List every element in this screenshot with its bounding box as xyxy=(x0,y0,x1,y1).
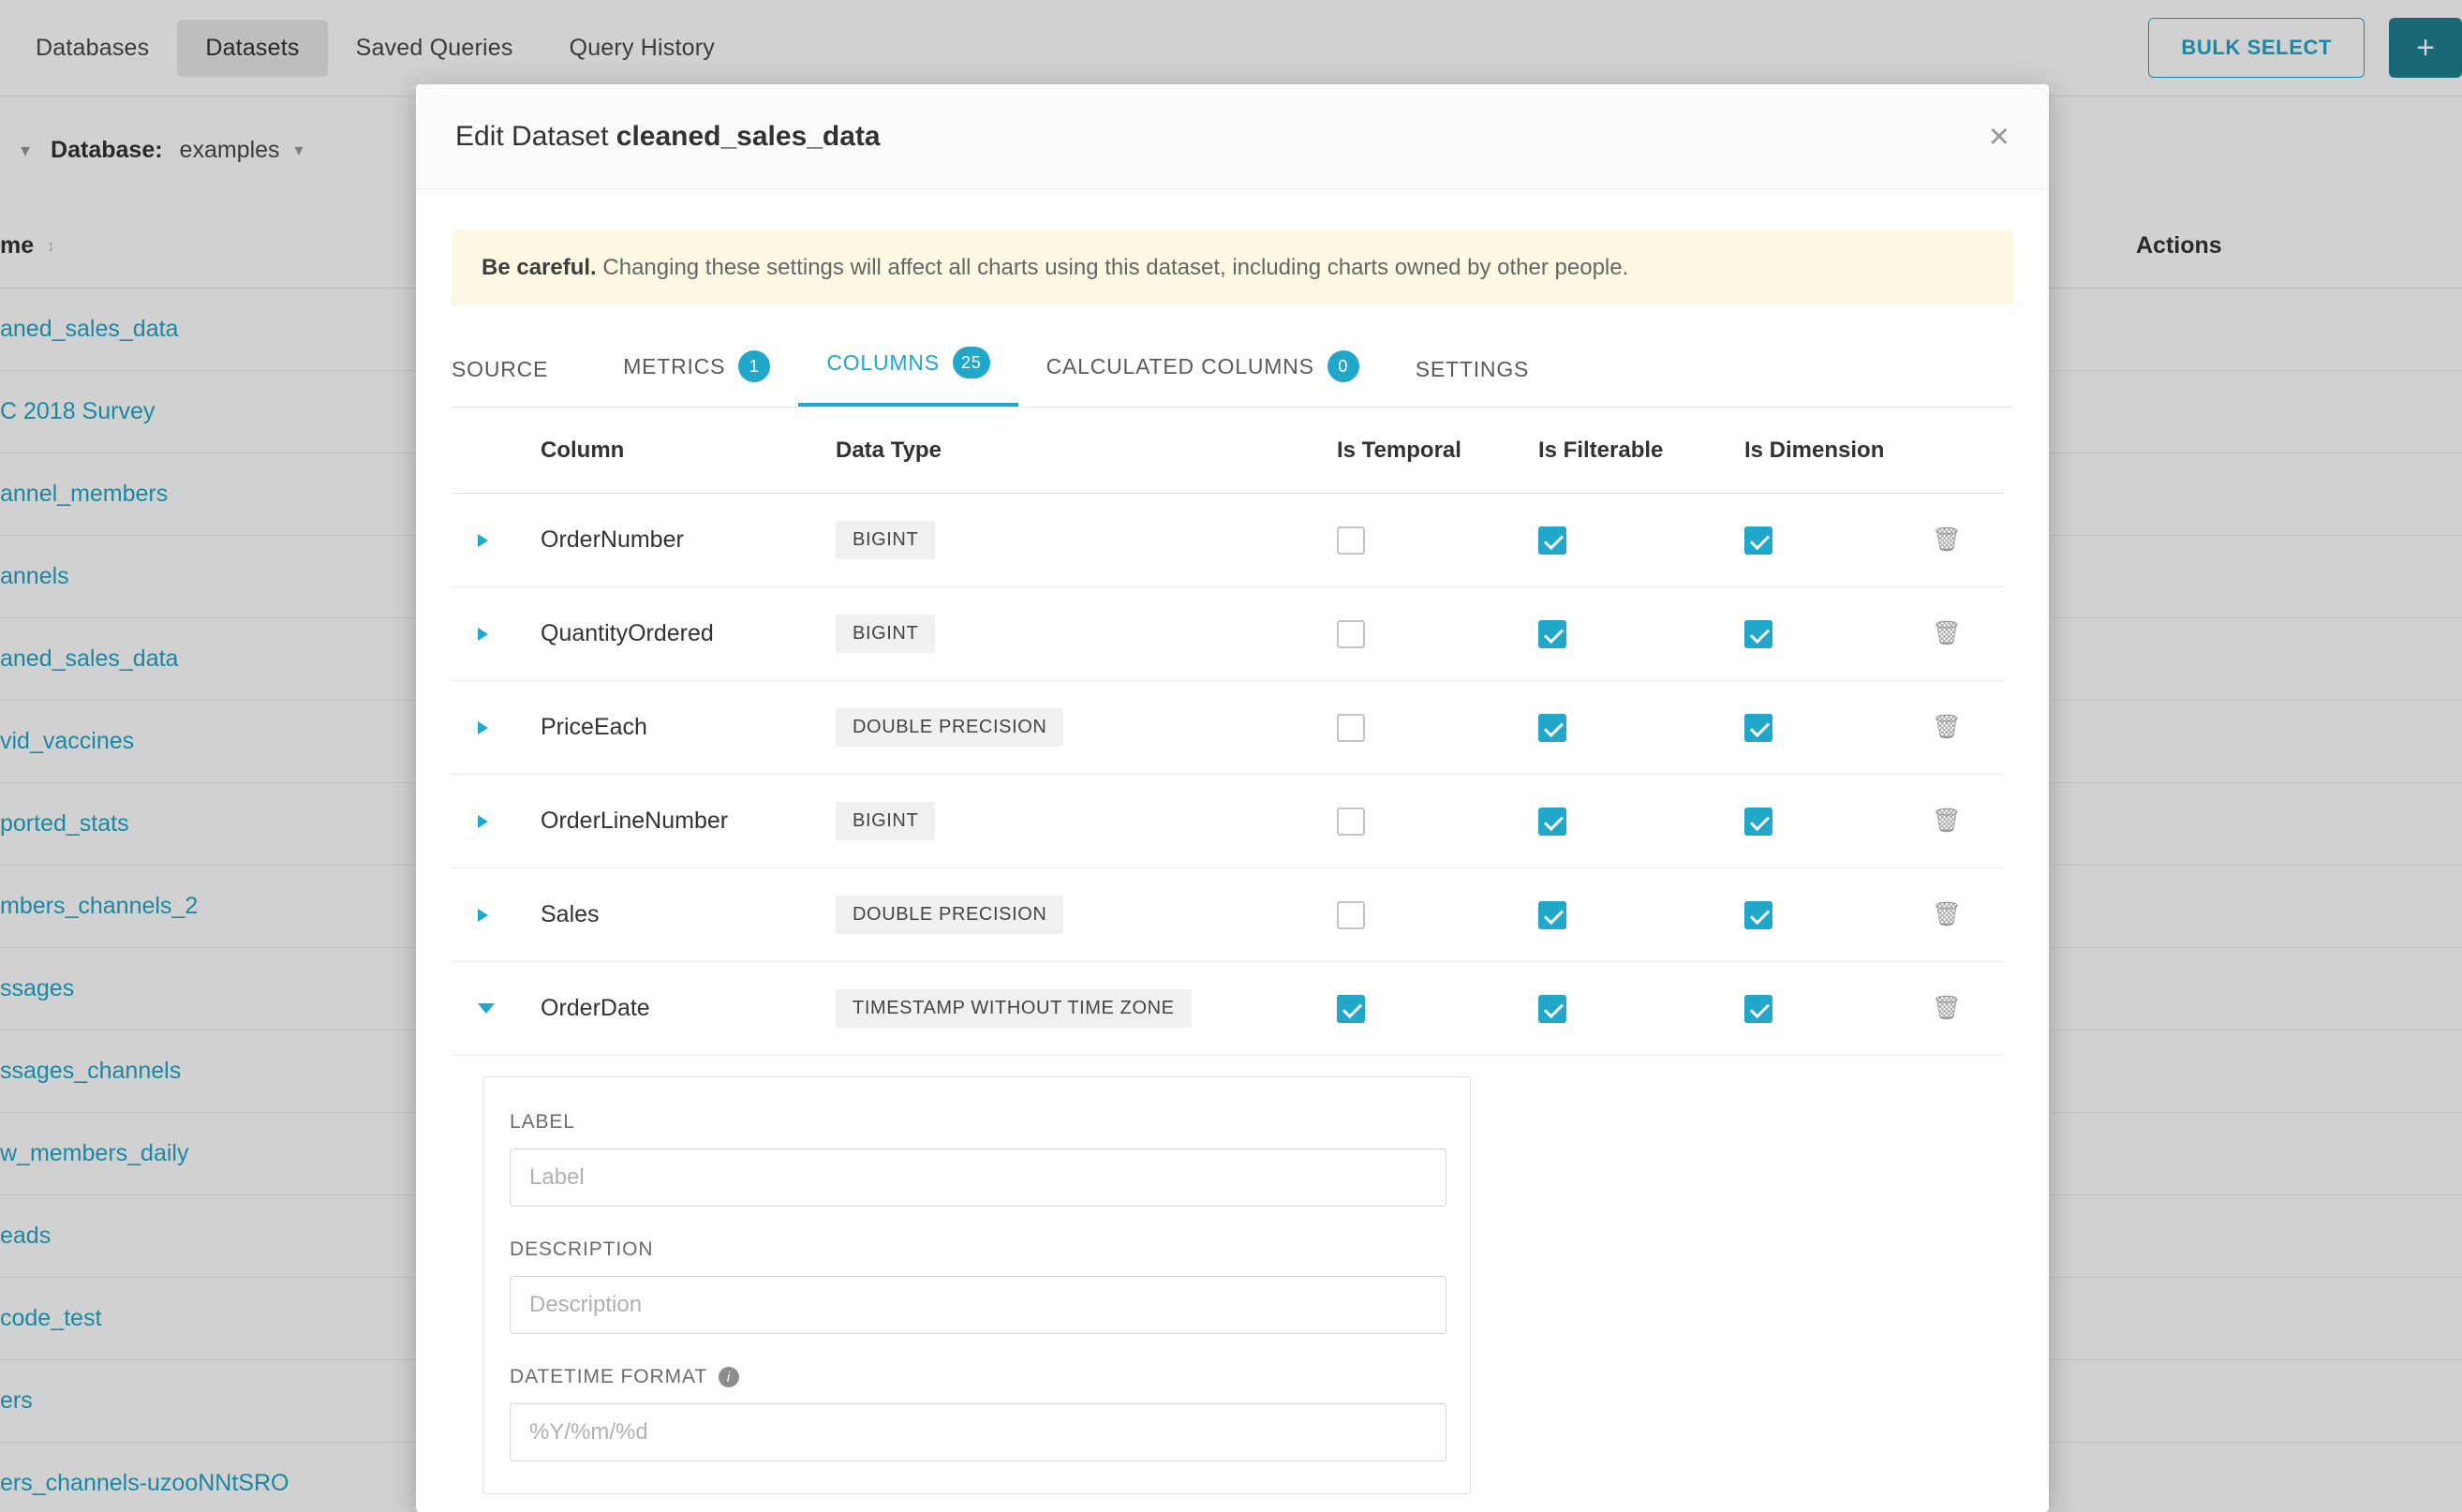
column-name: OrderNumber xyxy=(541,526,684,553)
is-dimension-checkbox[interactable] xyxy=(1744,526,1772,555)
column-name: OrderDate xyxy=(541,995,650,1021)
column-data-type xyxy=(836,615,1337,653)
is-filterable-checkbox[interactable] xyxy=(1538,995,1566,1023)
delete-cell xyxy=(1932,901,2005,928)
header-is-dimension: Is Dimension xyxy=(1744,437,1885,463)
is-filterable-cell xyxy=(1538,808,1744,836)
is-filterable-cell xyxy=(1538,714,1744,742)
dataset-link[interactable]: aned_sales_data xyxy=(0,645,179,672)
tab-source[interactable] xyxy=(452,357,576,407)
modal-title-prefix: Edit Dataset xyxy=(455,120,616,152)
chevron-down-icon: ▾ xyxy=(21,141,31,161)
modal-header xyxy=(416,84,2049,189)
dataset-link[interactable]: ers xyxy=(0,1387,33,1414)
is-dimension-cell xyxy=(1744,620,1932,648)
column-name: QuantityOrdered xyxy=(541,620,714,646)
header-column: Column xyxy=(541,437,625,463)
tab-metrics-badge: 1 xyxy=(738,350,770,382)
is-dimension-checkbox[interactable] xyxy=(1744,808,1772,836)
data-type-pill: DOUBLE PRECISION xyxy=(836,896,1063,934)
header-is-filterable: Is Filterable xyxy=(1538,437,1664,463)
is-temporal-checkbox[interactable] xyxy=(1337,714,1365,742)
table-row xyxy=(452,587,2005,681)
column-data-type xyxy=(836,521,1337,559)
is-temporal-cell xyxy=(1337,620,1538,648)
tab-columns-label: COLUMNS xyxy=(826,349,940,375)
delete-cell xyxy=(1932,995,2005,1022)
is-temporal-cell xyxy=(1337,995,1538,1023)
column-detail-panel xyxy=(482,1076,1471,1494)
column-data-type xyxy=(836,989,1337,1028)
data-type-pill: BIGINT xyxy=(836,802,935,840)
database-filter-value[interactable]: examples xyxy=(179,137,280,163)
trash-icon[interactable]: 🗑 xyxy=(1932,526,1962,553)
tab-calculated-columns-label: CALCULATED COLUMNS xyxy=(1046,353,1314,378)
is-temporal-checkbox[interactable] xyxy=(1337,995,1365,1023)
is-dimension-cell xyxy=(1744,714,1932,742)
tab-settings-label: SETTINGS xyxy=(1415,357,1530,381)
dataset-link[interactable]: code_test xyxy=(0,1305,102,1331)
column-name: Sales xyxy=(541,901,600,927)
is-dimension-cell xyxy=(1744,526,1932,555)
datetime-format-label-text: DATETIME FORMAT xyxy=(510,1366,708,1387)
table-row xyxy=(452,681,2005,775)
warning-alert xyxy=(452,230,2013,305)
tab-settings[interactable] xyxy=(1387,357,1557,407)
is-temporal-cell xyxy=(1337,808,1538,836)
description-field-label xyxy=(510,1238,1444,1261)
datetime-format-input[interactable] xyxy=(510,1403,1446,1461)
table-row xyxy=(452,494,2005,587)
is-dimension-checkbox[interactable] xyxy=(1744,901,1772,929)
info-icon[interactable]: i xyxy=(719,1367,739,1387)
table-row xyxy=(452,775,2005,868)
is-dimension-checkbox[interactable] xyxy=(1744,620,1772,648)
is-dimension-cell xyxy=(1744,901,1932,929)
is-filterable-checkbox[interactable] xyxy=(1538,808,1566,836)
is-dimension-checkbox[interactable] xyxy=(1744,995,1772,1023)
column-name: OrderLineNumber xyxy=(541,808,729,834)
dataset-link[interactable]: w_members_daily xyxy=(0,1140,189,1166)
trash-icon[interactable]: 🗑 xyxy=(1932,714,1962,740)
columns-table-header xyxy=(452,408,2005,494)
label-field-label-text: LABEL xyxy=(510,1111,575,1133)
is-dimension-cell xyxy=(1744,995,1932,1023)
is-temporal-checkbox[interactable] xyxy=(1337,526,1365,555)
add-dataset-button[interactable]: + xyxy=(2389,18,2462,78)
is-filterable-cell xyxy=(1538,995,1744,1023)
columns-table xyxy=(452,408,2005,1056)
is-temporal-cell xyxy=(1337,714,1538,742)
expand-row-icon[interactable] xyxy=(452,628,541,641)
data-type-pill: DOUBLE PRECISION xyxy=(836,708,1063,747)
dataset-link[interactable]: mbers_channels_2 xyxy=(0,893,199,919)
table-row xyxy=(452,962,2005,1056)
tab-columns[interactable] xyxy=(798,347,1017,407)
description-input[interactable] xyxy=(510,1276,1446,1334)
modal-body xyxy=(416,189,2049,1494)
is-filterable-cell xyxy=(1538,526,1744,555)
expand-row-icon[interactable] xyxy=(452,534,541,547)
dataset-link[interactable]: ssages_channels xyxy=(0,1058,182,1084)
tab-calculated-columns[interactable] xyxy=(1018,350,1387,407)
datetime-format-field-label xyxy=(510,1366,1444,1388)
data-type-pill: BIGINT xyxy=(836,615,935,653)
column-data-type xyxy=(836,896,1337,934)
bulk-select-button[interactable]: BULK SELECT xyxy=(2148,18,2365,78)
column-header-name[interactable]: me xyxy=(0,232,35,259)
column-data-type xyxy=(836,708,1337,747)
is-filterable-checkbox[interactable] xyxy=(1538,714,1566,742)
modal-tab-list xyxy=(452,347,2013,408)
delete-cell xyxy=(1932,808,2005,835)
tab-columns-badge: 25 xyxy=(953,347,990,378)
trash-icon[interactable]: 🗑 xyxy=(1932,995,1962,1021)
column-header-actions: Actions xyxy=(2136,232,2222,259)
warning-alert-text: Changing these settings will affect all charts using this dataset, including charts owned by other people. xyxy=(596,255,1629,280)
expand-row-icon[interactable] xyxy=(452,815,541,828)
is-temporal-checkbox[interactable] xyxy=(1337,808,1365,836)
nav-tab-databases[interactable]: Databases xyxy=(36,34,150,61)
dataset-link[interactable]: annel_members xyxy=(0,481,169,507)
is-temporal-checkbox[interactable] xyxy=(1337,901,1365,929)
is-temporal-cell xyxy=(1337,901,1538,929)
is-filterable-checkbox[interactable] xyxy=(1538,620,1566,648)
warning-alert-bold: Be careful. xyxy=(482,255,597,280)
is-dimension-checkbox[interactable] xyxy=(1744,714,1772,742)
nav-tab-query-history[interactable]: Query History xyxy=(569,34,715,61)
dataset-link[interactable]: ported_stats xyxy=(0,810,129,837)
delete-cell xyxy=(1932,620,2005,647)
dataset-link[interactable]: annels xyxy=(0,563,69,589)
column-name: PriceEach xyxy=(541,714,647,740)
sort-icon[interactable]: ↕ xyxy=(47,236,55,255)
modal-title xyxy=(455,121,881,153)
collapse-row-icon[interactable] xyxy=(452,1003,541,1014)
dataset-link[interactable]: ssages xyxy=(0,975,75,1001)
header-data-type: Data Type xyxy=(836,437,942,463)
close-icon[interactable]: × xyxy=(1988,116,2010,156)
expand-row-icon[interactable] xyxy=(452,721,541,734)
delete-cell xyxy=(1932,714,2005,741)
is-dimension-cell xyxy=(1744,808,1932,836)
chevron-down-icon[interactable]: ▾ xyxy=(294,141,304,159)
dataset-link[interactable]: vid_vaccines xyxy=(0,728,135,754)
header-is-temporal: Is Temporal xyxy=(1337,437,1461,463)
is-temporal-checkbox[interactable] xyxy=(1337,620,1365,648)
is-filterable-checkbox[interactable] xyxy=(1538,901,1566,929)
data-type-pill: TIMESTAMP WITHOUT TIME ZONE xyxy=(836,989,1192,1028)
dataset-link[interactable]: aned_sales_data xyxy=(0,316,179,342)
tab-calculated-columns-badge: 0 xyxy=(1327,350,1359,382)
table-row xyxy=(452,868,2005,962)
is-filterable-cell xyxy=(1538,901,1744,929)
nav-tab-saved-queries[interactable]: Saved Queries xyxy=(355,34,513,61)
trash-icon[interactable]: 🗑 xyxy=(1932,808,1962,834)
is-filterable-checkbox[interactable] xyxy=(1538,526,1566,555)
dataset-link[interactable]: C 2018 Survey xyxy=(0,398,156,424)
modal-title-dataset-name: cleaned_sales_data xyxy=(616,120,881,152)
dataset-link[interactable]: eads xyxy=(0,1223,52,1249)
tab-metrics[interactable] xyxy=(595,350,798,407)
edit-dataset-modal xyxy=(416,84,2049,1512)
nav-tab-datasets[interactable]: Datasets xyxy=(177,20,327,77)
trash-icon[interactable]: 🗑 xyxy=(1932,901,1962,927)
expand-row-icon[interactable] xyxy=(452,909,541,922)
label-field-label xyxy=(510,1111,1444,1134)
database-filter-label: Database: xyxy=(51,137,163,163)
label-input[interactable] xyxy=(510,1149,1446,1207)
dataset-link[interactable]: ers_channels-uzooNNtSRO xyxy=(0,1470,289,1496)
tab-source-label: SOURCE xyxy=(452,357,549,381)
tab-metrics-label: METRICS xyxy=(623,353,726,378)
delete-cell xyxy=(1932,526,2005,554)
column-data-type xyxy=(836,802,1337,840)
description-field-label-text: DESCRIPTION xyxy=(510,1238,654,1260)
is-temporal-cell xyxy=(1337,526,1538,555)
trash-icon[interactable]: 🗑 xyxy=(1932,620,1962,646)
data-type-pill: BIGINT xyxy=(836,521,935,559)
is-filterable-cell xyxy=(1538,620,1744,648)
